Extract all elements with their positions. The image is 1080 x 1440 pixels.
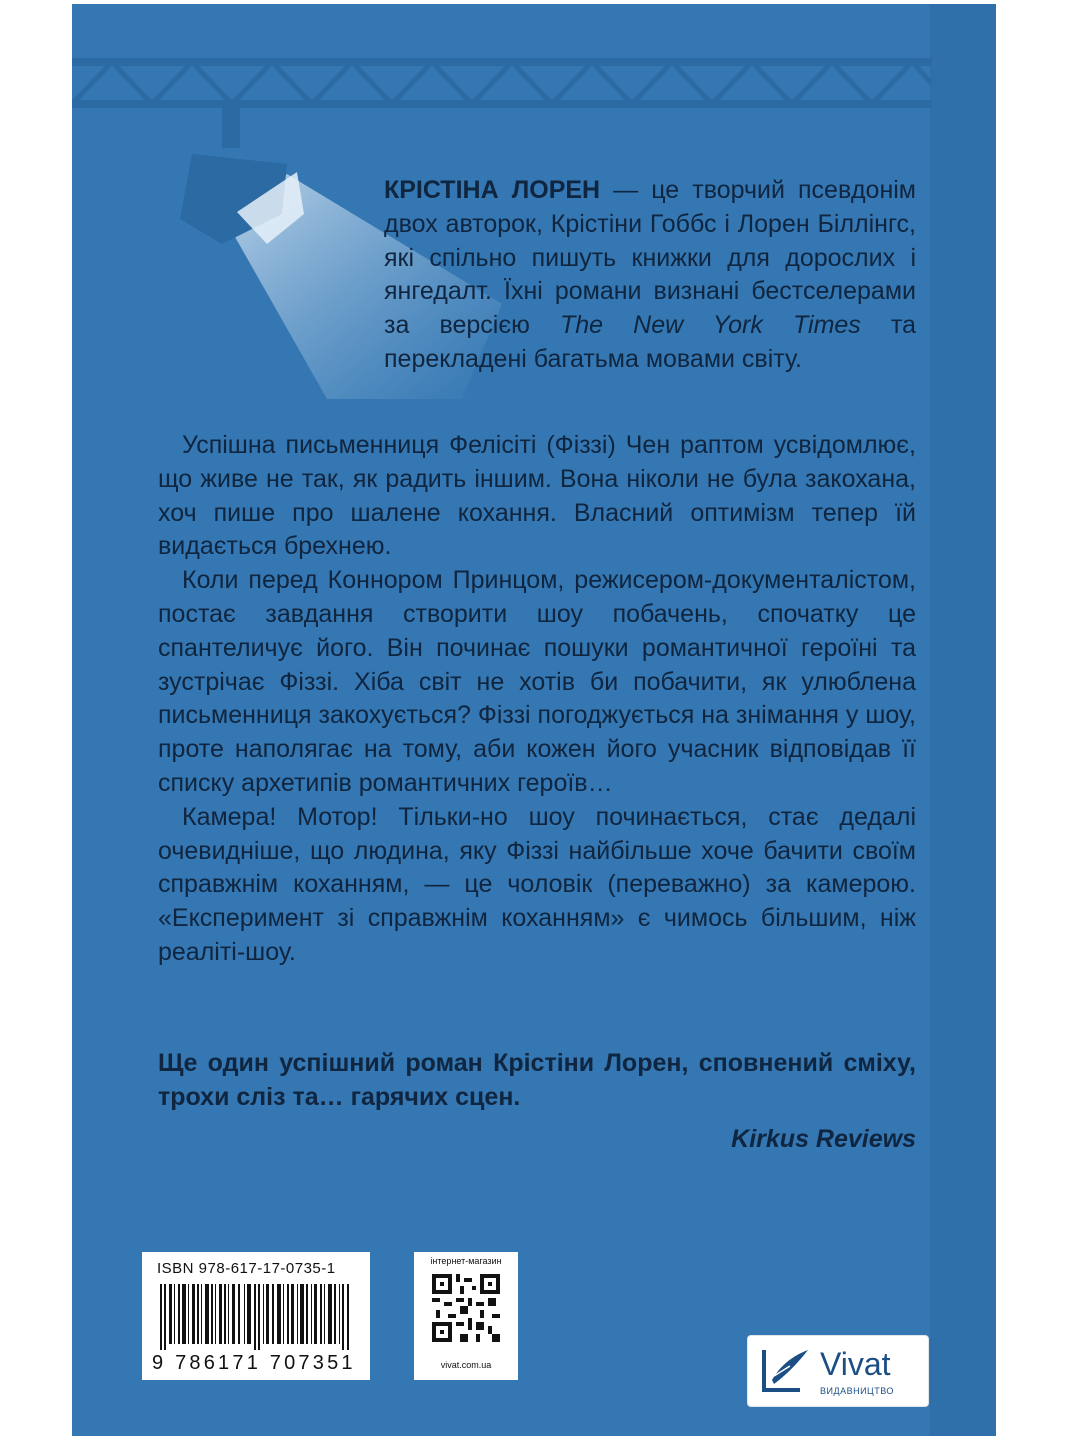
isbn-text: ISBN 978-617-17-0735-1	[157, 1260, 336, 1277]
description-paragraph: Успішна письменниця Фелісіті (Фіззі) Чен раптом усвідомлює, що живе не так, як радить іншим. Вона ніколи не була закохана, хоч пише про шалене кохання. Власний оптимізм тепер їй видається брехнею.	[158, 431, 916, 561]
author-name: КРІСТІНА ЛОРЕН	[384, 176, 601, 204]
publisher-logo	[748, 1336, 928, 1406]
publisher-subtitle: ВИДАВНИЦТВО	[820, 1386, 894, 1396]
publication-name: The New York Times	[559, 311, 861, 340]
author-bio	[384, 174, 916, 377]
qr-bottom-label: vivat.com.ua	[440, 1360, 492, 1370]
spine-shade	[932, 4, 996, 1436]
vivat-logo-icon	[760, 1346, 812, 1396]
description-paragraph: Камера! Мотор! Тільки-но шоу починається, стає дедалі очевидніше, що людина, яку Фіззі найбільше хоче бачити своїм справжнім коханням, — це чоловік (переважно) за камерою. «Експеримент зі справжнім коханням» є чимось більшим, ніж реаліті-шоу.	[158, 802, 916, 966]
description-paragraph: Коли перед Коннором Принцом, режисером-документалістом, постає завдання створити шоу побачень, спочатку це спантеличує його. Він починає пошуки романтичної героїні та зустрічає Фіззі. Хіба світ не хотів би побачити, як улюблена письменниця закохується? Фіззі погоджується на знімання у шоу, проте наполягає на тому, аби кожен його учасник відповідав її списку архетипів романтичних героїв…	[158, 566, 916, 797]
barcode-icon	[152, 1284, 360, 1350]
publisher-name: Vivat	[820, 1346, 891, 1382]
back-cover	[72, 4, 996, 1436]
bio-text-1: — це творчий псевдонім двох авторок, Крістіни Гоббс і Лорен Біллінгс, які спільно пишуть книжки для дорослих і янгедалт. Їхні романи визнані бестселерами за версією	[384, 176, 916, 340]
isbn-barcode	[142, 1252, 370, 1380]
qr-code-block	[414, 1252, 518, 1380]
qr-top-label: інтернет-магазин	[430, 1256, 502, 1266]
review-quote: Ще один успішний роман Крістіни Лорен, сповнений сміху, трохи сліз та… гарячих сцен.	[158, 1049, 916, 1111]
book-description	[158, 429, 916, 970]
bio-text-2: та перекладені багатьма мовами світу.	[384, 311, 916, 373]
qr-code-icon	[432, 1274, 500, 1342]
review-source: Kirkus Reviews	[731, 1125, 916, 1153]
barcode-digits: 9 786171 707351	[152, 1352, 356, 1374]
